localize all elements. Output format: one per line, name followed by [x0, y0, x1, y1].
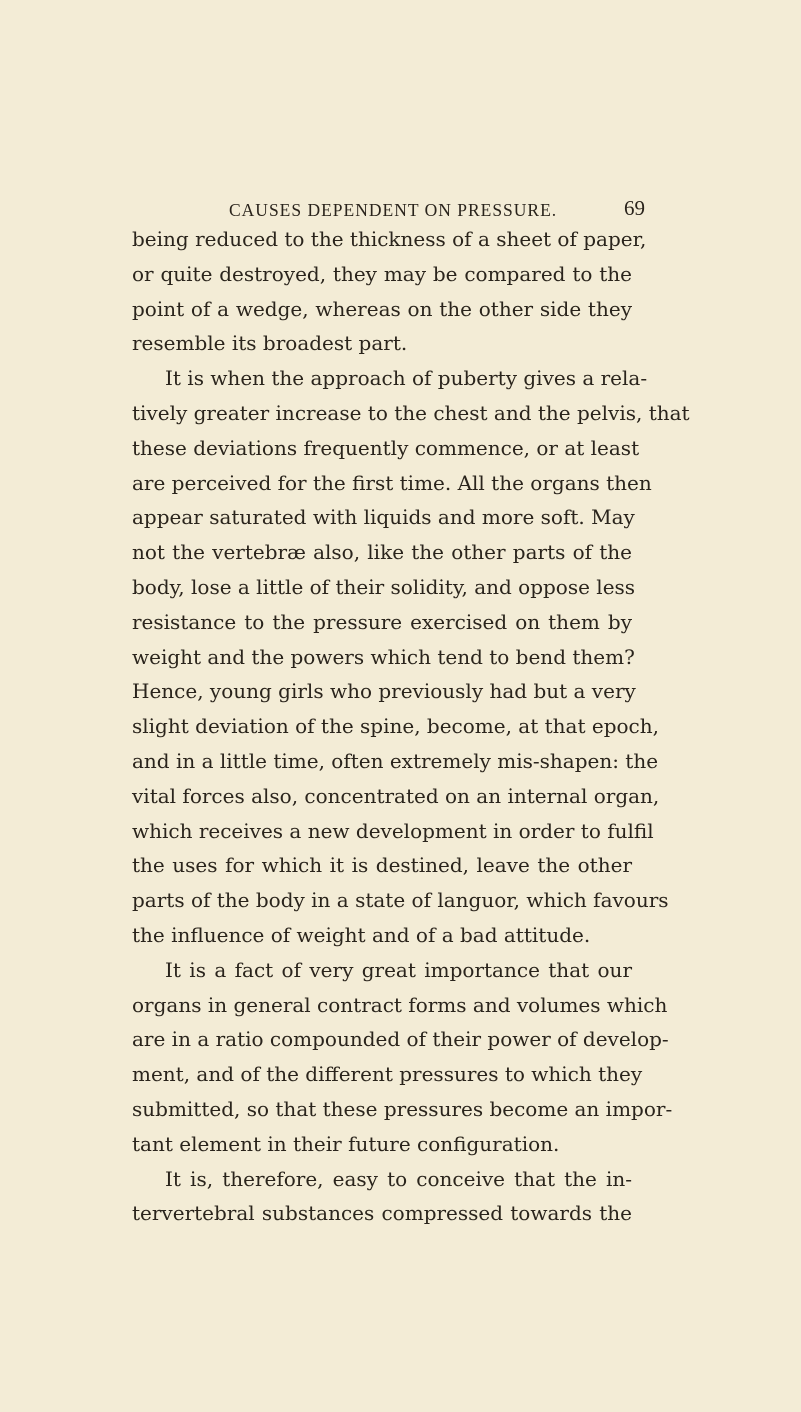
- text-line: are perceived for the first time. All the organs then: [132, 470, 652, 495]
- text-line: resistance to the pressure exercised on them by: [132, 609, 632, 634]
- text-line: are in a ratio compounded of their power of develop-: [132, 1027, 669, 1052]
- text-line: body, lose a little of their solidity, and oppose less: [132, 574, 636, 599]
- paragraph-first-line: It is when the approach of puberty gives a rela-: [165, 366, 648, 391]
- text-line: or quite destroyed, they may be compared to the: [132, 261, 632, 286]
- body-text: [132, 222, 690, 1231]
- text-line: resemble its broadest part.: [132, 331, 408, 356]
- text-line: parts of the body in a state of languor, which favours: [132, 888, 669, 913]
- text-line: vital forces also, concentrated on an internal organ,: [132, 783, 660, 808]
- text-line: tively greater increase to the chest and the pelvis, that: [132, 400, 690, 425]
- text-line: point of a wedge, whereas on the other side they: [132, 296, 632, 321]
- text-line: organs in general contract forms and volumes which: [132, 992, 668, 1017]
- text-line: and in a little time, often extremely mis-shapen: the: [132, 748, 659, 773]
- text-line: the influence of weight and of a bad attitude.: [132, 922, 591, 947]
- text-line: submitted, so that these pressures become an impor-: [132, 1096, 673, 1121]
- paragraph-first-line: It is a fact of very great importance that our: [165, 957, 632, 982]
- text-line: ment, and of the different pressures to which they: [132, 1062, 643, 1087]
- text-line: weight and the powers which tend to bend them?: [132, 644, 635, 669]
- running-head: CAUSES DEPENDENT ON PRESSURE.: [229, 200, 558, 220]
- text-line: the uses for which it is destined, leave the other: [132, 853, 632, 878]
- text-line: slight deviation of the spine, become, at that epoch,: [132, 714, 659, 739]
- text-line: these deviations frequently commence, or at least: [132, 435, 640, 460]
- paragraph-first-line: It is, therefore, easy to conceive that the in-: [165, 1166, 632, 1191]
- text-line: Hence, young girls who previously had but a very: [132, 679, 636, 704]
- text-line: tant element in their future configuration.: [132, 1131, 560, 1156]
- page-number: 69: [624, 196, 645, 220]
- text-line: tervertebral substances compressed towards the: [132, 1201, 632, 1226]
- text-line: being reduced to the thickness of a sheet of paper,: [132, 227, 647, 251]
- text-line: which receives a new development in order to fulfil: [132, 818, 654, 843]
- text-line: not the vertebræ also, like the other parts of the: [132, 540, 632, 565]
- text-line: appear saturated with liquids and more soft. May: [132, 505, 635, 530]
